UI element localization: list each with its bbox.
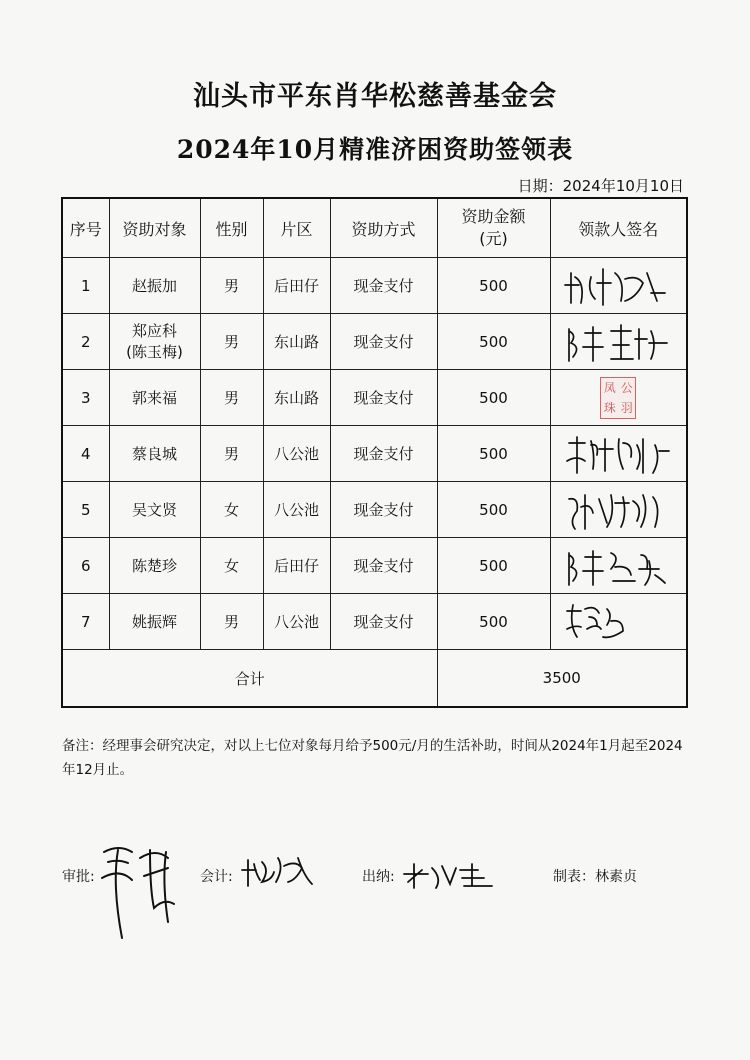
- row-no: 2: [62, 314, 109, 370]
- total-value: 3500: [437, 650, 687, 708]
- payment-method: 现金支付: [330, 258, 437, 314]
- total-label: 合计: [62, 650, 437, 708]
- recipient-name: 赵振加: [109, 258, 200, 314]
- header-no: 序号: [62, 198, 109, 258]
- gender: 男: [200, 594, 263, 650]
- table-row: [62, 370, 687, 426]
- amount: 500: [437, 482, 550, 538]
- document-subtitle: 2024年10月精准济困资助签领表: [176, 135, 574, 164]
- row-no: 1: [62, 258, 109, 314]
- table-row: [62, 482, 687, 538]
- gender: 男: [200, 370, 263, 426]
- recipient-name: 陈楚珍: [109, 538, 200, 594]
- handwritten-signature: [558, 431, 678, 477]
- area: 八公池: [263, 482, 330, 538]
- table-header-row: [62, 198, 687, 258]
- recipient-name: 吴文贤: [109, 482, 200, 538]
- amount: 500: [437, 258, 550, 314]
- gender: 女: [200, 482, 263, 538]
- area: 东山路: [263, 370, 330, 426]
- recipient-name: 姚振辉: [109, 594, 200, 650]
- approve-signature: [92, 832, 187, 946]
- approve-label: 审批:: [62, 869, 95, 885]
- accountant-label: 会计:: [200, 869, 233, 885]
- handwritten-signature: [558, 487, 678, 533]
- header-recipient: 资助对象: [109, 198, 200, 258]
- area: 东山路: [263, 314, 330, 370]
- table-row: [62, 538, 687, 594]
- gender: 男: [200, 258, 263, 314]
- gender: 女: [200, 538, 263, 594]
- prepared-by: 制表：林素贞: [553, 869, 637, 885]
- payment-method: 现金支付: [330, 314, 437, 370]
- amount: 500: [437, 538, 550, 594]
- signature-cell: [550, 594, 687, 650]
- row-no: 5: [62, 482, 109, 538]
- payment-method: 现金支付: [330, 594, 437, 650]
- header-method: 资助方式: [330, 198, 437, 258]
- area: 后田仔: [263, 258, 330, 314]
- payment-method: 现金支付: [330, 370, 437, 426]
- payment-method: 现金支付: [330, 482, 437, 538]
- gender: 男: [200, 314, 263, 370]
- handwritten-signature: [558, 319, 678, 365]
- recipient-name: 蔡良城: [109, 426, 200, 482]
- header-signature: 领款人签名: [550, 198, 687, 258]
- handwritten-signature: [558, 263, 678, 309]
- note-text: 备注：经理事会研究决定，对以上七位对象每月给予500元/月的生活补助，时间从2024年1月起至2024年12月止。: [62, 738, 683, 778]
- area: 八公池: [263, 594, 330, 650]
- amount: 500: [437, 370, 550, 426]
- subsidy-table: [61, 197, 688, 708]
- seal-stamp: 凤 公 珠 羽: [600, 377, 636, 419]
- signature-cell: [550, 426, 687, 482]
- document-title: 汕头市平东肖华松慈善基金会: [193, 81, 557, 112]
- date-label: 日期：2024年10月10日: [517, 177, 684, 195]
- handwritten-signature: [558, 543, 678, 589]
- header-area: 片区: [263, 198, 330, 258]
- signature-cell: [550, 258, 687, 314]
- signature-cell: [550, 482, 687, 538]
- row-no: 6: [62, 538, 109, 594]
- table-row: [62, 594, 687, 650]
- amount: 500: [437, 426, 550, 482]
- row-no: 4: [62, 426, 109, 482]
- gender: 男: [200, 426, 263, 482]
- payment-method: 现金支付: [330, 426, 437, 482]
- area: 后田仔: [263, 538, 330, 594]
- handwritten-signature: [558, 599, 678, 645]
- total-row: [62, 650, 687, 708]
- area: 八公池: [263, 426, 330, 482]
- cashier-label: 出纳:: [362, 869, 395, 885]
- signature-cell: [550, 314, 687, 370]
- table-row: [62, 314, 687, 370]
- header-amount: 资助金额 (元): [437, 198, 550, 258]
- accountant-signature: [238, 850, 318, 894]
- signature-cell: [550, 538, 687, 594]
- payment-method: 现金支付: [330, 538, 437, 594]
- signature-cell: [550, 370, 687, 426]
- recipient-name: 郑应科 (陈玉梅): [109, 314, 200, 370]
- table-row: [62, 258, 687, 314]
- table-row: [62, 426, 687, 482]
- recipient-name: 郭来福: [109, 370, 200, 426]
- cashier-signature: [400, 858, 500, 896]
- row-no: 3: [62, 370, 109, 426]
- header-gender: 性别: [200, 198, 263, 258]
- amount: 500: [437, 314, 550, 370]
- row-no: 7: [62, 594, 109, 650]
- amount: 500: [437, 594, 550, 650]
